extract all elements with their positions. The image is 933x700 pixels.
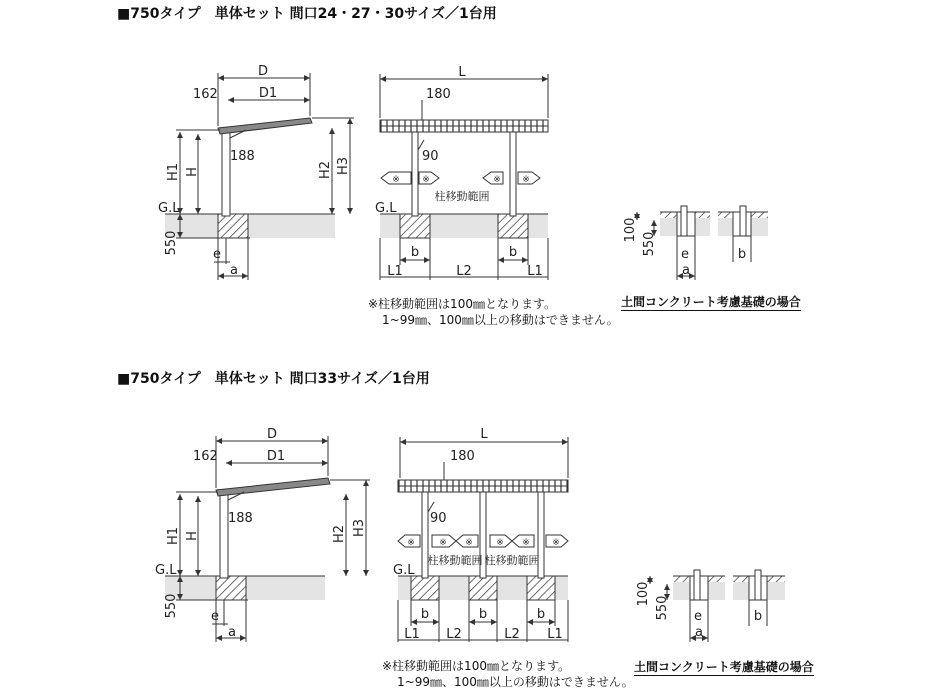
dim-188: 188 xyxy=(228,511,253,526)
svg-text:※: ※ xyxy=(407,538,415,548)
move-range-label: 柱移動範囲 xyxy=(484,554,540,567)
section-title-33: ■750タイプ 単体セット 間口33サイズ／1台用 xyxy=(117,371,430,387)
svg-text:※: ※ xyxy=(496,538,504,548)
dim-e: e xyxy=(681,247,689,262)
dim-D1: D1 xyxy=(266,449,286,464)
dim-L1: L1 xyxy=(547,627,563,642)
svg-text:※: ※ xyxy=(392,175,400,185)
dim-H2: H2 xyxy=(332,524,347,544)
dim-b: b xyxy=(753,609,763,624)
dim-D: D xyxy=(257,64,269,79)
dim-180: 180 xyxy=(450,449,475,464)
dim-L2: L2 xyxy=(446,627,462,642)
dim-L: L xyxy=(480,427,488,442)
dim-e: e xyxy=(211,609,219,624)
dim-100: 100 xyxy=(636,581,651,607)
dim-a: a xyxy=(695,625,703,640)
dim-188: 188 xyxy=(230,149,255,164)
svg-text:※: ※ xyxy=(422,175,430,185)
dim-b: b xyxy=(410,245,420,260)
dim-a: a xyxy=(682,263,690,278)
dim-90: 90 xyxy=(422,149,439,164)
dim-180: 180 xyxy=(426,87,451,102)
dim-L2: L2 xyxy=(504,627,520,642)
dim-a: a xyxy=(228,625,236,640)
dim-162: 162 xyxy=(193,87,218,102)
note-line-2: 1~99㎜、100㎜以上の移動はできません。 xyxy=(397,675,634,689)
dim-550: 550 xyxy=(164,230,179,256)
svg-text:※: ※ xyxy=(493,175,501,185)
svg-text:※: ※ xyxy=(522,538,530,548)
gl-label: G.L xyxy=(158,201,180,216)
svg-text:※: ※ xyxy=(465,538,473,548)
dim-D: D xyxy=(266,427,278,442)
gl-label: G.L xyxy=(393,563,415,578)
dim-550: 550 xyxy=(655,595,670,621)
concrete-caption: 土間コンクリート考慮基礎の場合 xyxy=(634,660,814,674)
section-title-24-30: ■750タイプ 単体セット 間口24・27・30サイズ／1台用 xyxy=(117,6,497,22)
dim-b: b xyxy=(536,607,546,622)
note-line-1: ※柱移動範囲は100㎜となります。 xyxy=(382,659,571,673)
dim-b: b xyxy=(737,247,747,262)
svg-text:※: ※ xyxy=(439,538,447,548)
dim-H2: H2 xyxy=(318,160,333,180)
svg-text:※: ※ xyxy=(522,175,530,185)
move-range-label: 柱移動範囲 xyxy=(427,554,483,567)
dim-e: e xyxy=(694,609,702,624)
move-range-label: 柱移動範囲 xyxy=(434,190,490,203)
dim-H1: H1 xyxy=(166,162,181,182)
dim-H3: H3 xyxy=(352,518,367,538)
concrete-detail-2 xyxy=(650,570,785,642)
dim-e: e xyxy=(213,247,221,262)
dim-H1: H1 xyxy=(166,526,181,546)
concrete-caption: 土間コンクリート考慮基礎の場合 xyxy=(621,295,801,309)
dim-D1: D1 xyxy=(258,86,278,101)
side-view-2-labels xyxy=(155,427,367,640)
note-line-1: ※柱移動範囲は100㎜となります。 xyxy=(368,297,557,311)
dim-H: H xyxy=(185,531,200,541)
dim-H: H xyxy=(185,167,200,177)
dim-90: 90 xyxy=(430,511,447,526)
dim-L2: L2 xyxy=(456,264,472,279)
dim-L1: L1 xyxy=(527,264,543,279)
dim-100: 100 xyxy=(623,217,638,243)
dim-550: 550 xyxy=(164,593,179,619)
svg-text:※: ※ xyxy=(552,538,560,548)
dim-b: b xyxy=(508,245,518,260)
dim-H3: H3 xyxy=(336,156,351,176)
dim-a: a xyxy=(230,263,238,278)
dim-L1: L1 xyxy=(387,264,403,279)
side-view-1-labels xyxy=(158,64,351,278)
dim-550: 550 xyxy=(642,231,657,257)
dim-b: b xyxy=(420,607,430,622)
dim-L: L xyxy=(458,65,466,80)
note-line-2: 1~99㎜、100㎜以上の移動はできません。 xyxy=(382,313,619,327)
dim-162: 162 xyxy=(193,449,218,464)
dim-L1: L1 xyxy=(404,627,420,642)
gl-label: G.L xyxy=(375,201,397,216)
gl-label: G.L xyxy=(155,563,177,578)
dim-b: b xyxy=(478,607,488,622)
